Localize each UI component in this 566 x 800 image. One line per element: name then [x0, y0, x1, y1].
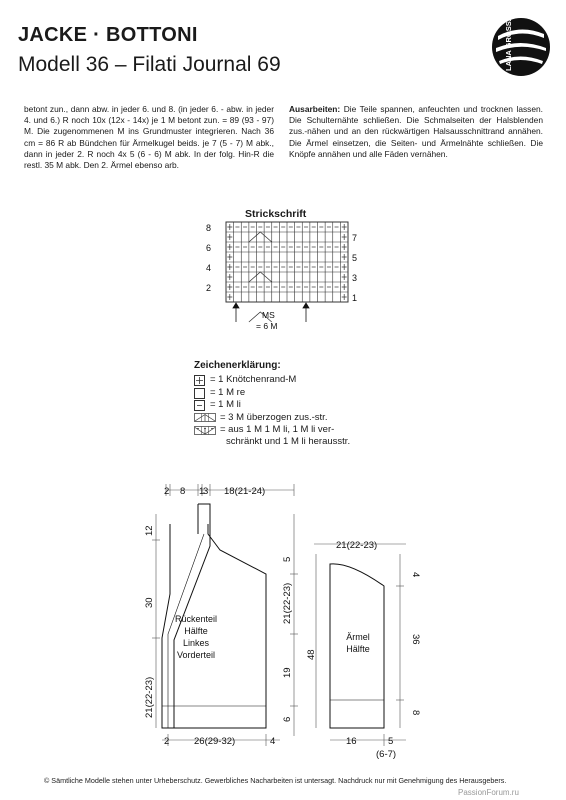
ms-value: = 6 M [256, 321, 278, 331]
chart-title: Strickschrift [245, 208, 307, 220]
decrease-stitch-icon [194, 413, 216, 422]
page-title: JACKE · BOTTONI [18, 24, 198, 46]
legend-item-continued: schränkt und 1 M li herausstr. [226, 436, 351, 448]
dim-top: 3 [203, 486, 209, 497]
row-number-right: 5 [352, 253, 358, 263]
body-label: Rückenteil [174, 614, 218, 624]
row-number-left: 6 [206, 243, 212, 253]
increase-stitch-icon [194, 426, 216, 435]
legend-heading: Zeichenerklärung: [194, 360, 281, 371]
knitting-chart [196, 218, 366, 340]
row-number-right: 3 [352, 273, 358, 283]
sleeve-left-dim: 48 [306, 649, 317, 660]
page-subtitle: Modell 36 – Filati Journal 69 [18, 53, 281, 76]
dim-left: 30 [144, 597, 155, 608]
sleeve-right-dim: 4 [410, 572, 421, 578]
row-number-right: 1 [352, 293, 358, 303]
sleeve-top-dim: 21(22-23) [336, 540, 378, 551]
sleeve-right-dim: 8 [410, 710, 421, 716]
dim-mid: 19 [282, 667, 293, 678]
sleeve-label: Ärmel [346, 632, 370, 642]
dim-top: 2 [164, 486, 170, 497]
body-label: Hälfte [184, 626, 208, 636]
dim-top: 1 [199, 486, 205, 497]
row-number-left: 8 [206, 223, 212, 233]
sleeve-bottom-dim: 5 [388, 736, 394, 747]
purl-stitch-icon [194, 400, 205, 411]
legend-item: = 1 Knötchenrand-M [194, 374, 350, 386]
legend-item: = 1 M re [194, 387, 350, 399]
row-number-left: 4 [206, 263, 212, 273]
dim-mid: 21(22-23) [282, 582, 293, 624]
body-label: Vorderteil [176, 650, 216, 660]
legend-item: = 3 M überzogen zus.-str. [194, 412, 350, 424]
lana-grossa-logo [490, 16, 552, 78]
selvedge-stitch-icon [194, 375, 205, 386]
row-number-right: 7 [352, 233, 358, 243]
sleeve-bottom-dim: 16 [346, 736, 357, 747]
garment-schematic [130, 474, 440, 774]
dim-top: 18(21-24) [224, 486, 266, 497]
dim-mid: 5 [282, 556, 293, 562]
sleeve-right-dim: 36 [410, 634, 421, 645]
instruction-text-right [289, 104, 543, 160]
finishing-text: Die Teile spannen, anfeuchten und trocknen lassen. Die Schulternähte schließen. Die Schmalseiten der Halsblenden zus.-nähen und an den rückwärtigen Halsausschnittrand annähen. Die Ärmel einsetzen, die Seiten- und Ärmelnähte schließen. Die Knöpfe annähen und alle Fäden vernähen. [289, 104, 544, 159]
dim-top: 8 [180, 486, 186, 497]
dim-bottom: 2 [164, 736, 170, 747]
sleeve-label: Hälfte [346, 644, 370, 654]
row-number-left: 2 [206, 283, 212, 293]
logo-text: LANA GROSSA [504, 16, 513, 71]
body-label: Linkes [182, 638, 210, 648]
dim-left: 12 [144, 525, 155, 536]
dim-mid: 6 [282, 716, 293, 722]
finishing-label: Ausarbeiten: [289, 104, 341, 114]
body-outline [162, 524, 266, 728]
copyright-footer: © Sämtliche Modelle stehen unter Urheberschutz. Gewerbliches Nacharbeiten ist untersagt. Nachdruck nur mit Genehmigung des Herausgebers. [44, 776, 507, 785]
sleeve-bottom-dim: (6-7) [376, 749, 397, 760]
ms-label: MS [262, 310, 275, 320]
legend [194, 360, 350, 449]
legend-item: = aus 1 M 1 M li, 1 M li ver- [194, 424, 350, 436]
dim-left: 21(22-23) [144, 676, 155, 718]
dim-bottom: 26(29-32) [194, 736, 236, 747]
dim-bottom: 4 [270, 736, 276, 747]
knit-stitch-icon [194, 388, 205, 399]
instruction-text-left: betont zun., dann abw. in jeder 6. und 8. (in jeder 6. - abw. in jeder 4. und 6.) R noch 10x (12x - 14x) je 1 M betont zun. = 89 (93 - 97) M. Die zugenommenen M ins Grundmuster integrieren. Nach 36 cm = 86 R ab Bündchen für Ärmelkugel beids. je 7 (5 - 7) M abk., dann in jeder 2. R noch 4x 5 (6 - 6) M abk. In der folg. Hin-R die restl. 35 M abk. Den 2. Ärmel ebenso arb. [24, 104, 274, 171]
legend-item: = 1 M li [194, 399, 350, 411]
watermark: PassionForum.ru [458, 788, 519, 797]
